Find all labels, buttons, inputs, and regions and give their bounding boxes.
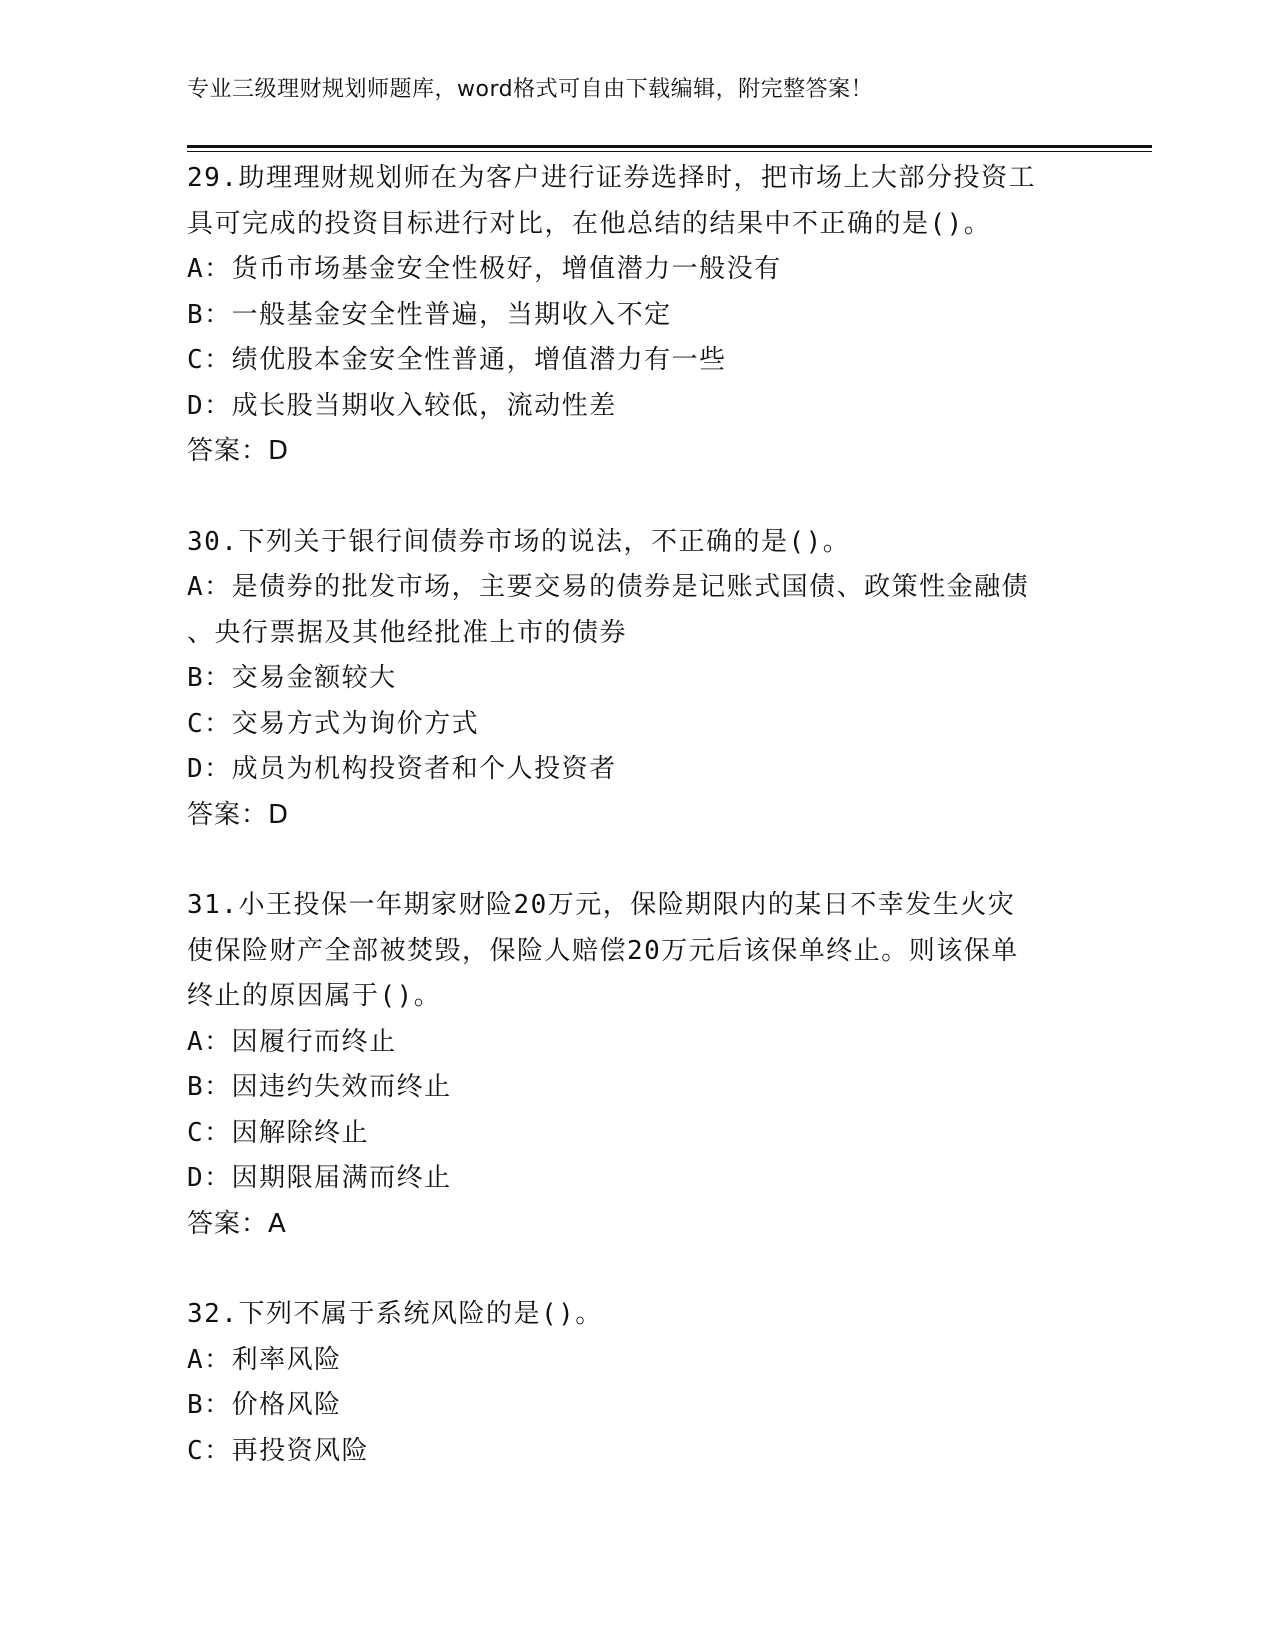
option-d: D：成员为机构投资者和个人投资者 — [187, 754, 617, 784]
option-b: B：交易金额较大 — [187, 663, 397, 693]
question-stem-line: 具可完成的投资目标进行对比，在他总结的结果中不正确的是()。 — [187, 208, 992, 239]
option-b: B：因违约失效而终止 — [187, 1072, 452, 1102]
question-list — [187, 156, 1087, 1519]
answer-line: 答案：D — [187, 799, 290, 830]
option-c: C：再投资风险 — [187, 1435, 370, 1466]
option-b: B：一般基金安全性普遍，当期收入不定 — [187, 299, 672, 330]
option-a: A：是债券的批发市场，主要交易的债券是记账式国债、政策性金融债 — [187, 572, 1030, 602]
question-stem-line: 使保险财产全部被焚毁，保险人赔偿20万元后该保单终止。则该保单 — [187, 935, 1019, 966]
option-c: C：绩优股本金安全性普通，增值潜力有一些 — [187, 345, 727, 375]
question-32 — [187, 1292, 1087, 1474]
question-stem-line: 31.小王投保一年期家财险20万元，保险期限内的某日不幸发生火灾 — [187, 890, 1016, 920]
option-c: C：交易方式为询价方式 — [187, 708, 480, 739]
question-stem-line: 29.助理理财规划师在为客户进行证券选择时，把市场上大部分投资工 — [187, 163, 1036, 193]
option-b: B：价格风险 — [187, 1390, 342, 1420]
question-29 — [187, 156, 1087, 475]
option-a: A：利率风险 — [187, 1344, 342, 1375]
option-a-continued: 、央行票据及其他经批准上市的债券 — [187, 617, 628, 648]
option-d: D：因期限届满而终止 — [187, 1163, 452, 1193]
option-a: A：因履行而终止 — [187, 1026, 397, 1057]
option-c: C：因解除终止 — [187, 1117, 370, 1148]
page-header: 专业三级理财规划师题库，word格式可自由下载编辑，附完整答案！ — [187, 77, 874, 102]
question-stem-line: 终止的原因属于()。 — [187, 981, 442, 1011]
question-30 — [187, 520, 1087, 839]
header-divider — [187, 145, 1152, 152]
question-stem-line: 32.下列不属于系统风险的是()。 — [187, 1299, 603, 1329]
option-a: A：货币市场基金安全性极好，增值潜力一般没有 — [187, 254, 782, 284]
option-d: D：成长股当期收入较低，流动性差 — [187, 390, 617, 421]
question-31 — [187, 883, 1087, 1247]
answer-line: 答案：A — [187, 1208, 287, 1239]
answer-line: 答案：D — [187, 436, 290, 466]
question-stem-line: 30.下列关于银行间债券市场的说法，不正确的是()。 — [187, 526, 851, 557]
